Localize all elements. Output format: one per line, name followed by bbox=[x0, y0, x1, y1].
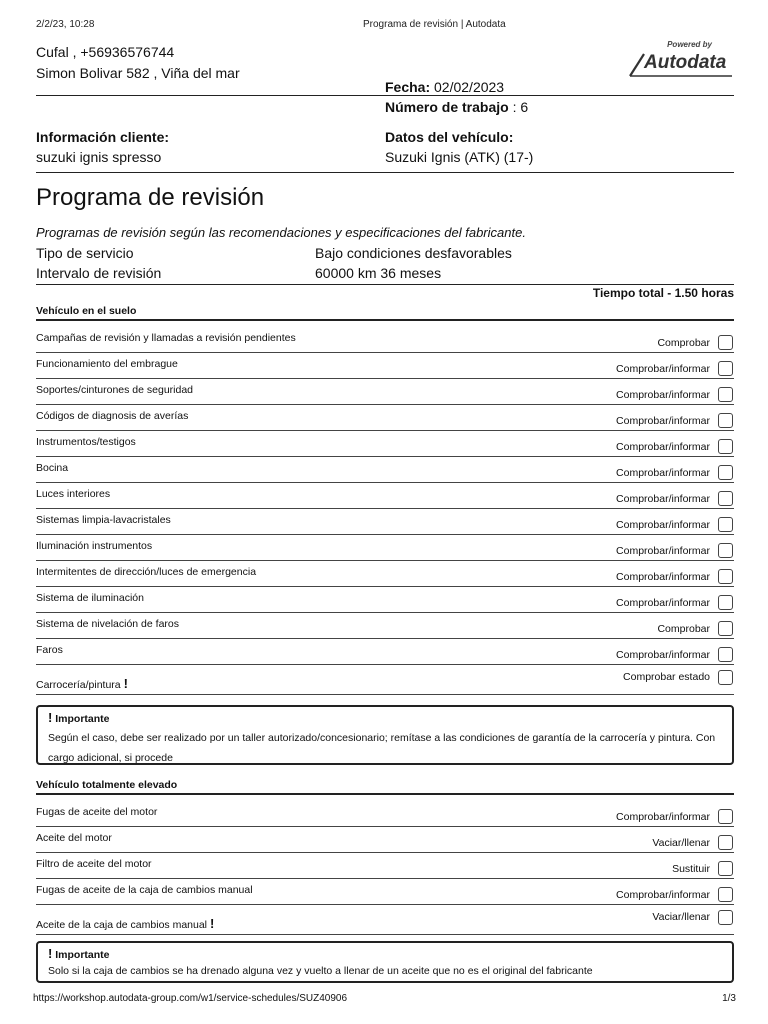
checklist-item-label: Bocina bbox=[36, 462, 69, 474]
warning-icon: ! bbox=[210, 916, 215, 931]
checklist-checkbox[interactable] bbox=[718, 809, 733, 824]
checklist-checkbox[interactable] bbox=[718, 543, 733, 558]
checklist-row bbox=[36, 853, 734, 879]
checklist-item-action: Comprobar/informar bbox=[616, 649, 710, 661]
checklist-item-action: Comprobar/informar bbox=[616, 889, 710, 901]
checklist-checkbox[interactable] bbox=[718, 910, 733, 925]
checklist-item-label: Iluminación instrumentos bbox=[36, 540, 153, 552]
page-title: Programa de revisión bbox=[36, 184, 265, 211]
vehicle-value: Suzuki Ignis (ATK) (17-) bbox=[385, 149, 534, 165]
checklist-item-label: Faros bbox=[36, 644, 63, 656]
shop-contact: Cufal , +56936576744 bbox=[36, 44, 175, 60]
checklist-row bbox=[36, 353, 734, 379]
shop-address: Simon Bolivar 582 , Viña del mar bbox=[36, 65, 240, 81]
job-date-value: 02/02/2023 bbox=[434, 79, 505, 95]
section-ground-list bbox=[36, 327, 734, 695]
interval-divider bbox=[36, 284, 734, 285]
checklist-row bbox=[36, 801, 734, 827]
checklist-item-label: Funcionamiento del embrague bbox=[36, 358, 178, 370]
service-type-value: Bajo condiciones desfavorables bbox=[315, 245, 512, 261]
checklist-item-action: Comprobar/informar bbox=[616, 571, 710, 583]
checklist-checkbox[interactable] bbox=[718, 335, 733, 350]
autodata-logo bbox=[628, 38, 734, 78]
checklist-item-label: Aceite del motor bbox=[36, 832, 112, 844]
checklist-row bbox=[36, 405, 734, 431]
checklist-row bbox=[36, 379, 734, 405]
checklist-item-label: Fugas de aceite de la caja de cambios manual bbox=[36, 884, 253, 896]
checklist-item-action: Sustituir bbox=[672, 863, 710, 875]
checklist-item-label: Aceite de la caja de cambios manual bbox=[36, 919, 208, 931]
checklist-checkbox[interactable] bbox=[718, 569, 733, 584]
checklist-row bbox=[36, 535, 734, 561]
checklist-row bbox=[36, 665, 734, 695]
checklist-item-label: Fugas de aceite del motor bbox=[36, 806, 158, 818]
checklist-item-name bbox=[36, 676, 128, 691]
note-gearbox-body: Solo si la caja de cambios se ha drenado alguna vez y vuelto a llenar de un aceite que no es el original del fabricante bbox=[48, 965, 593, 977]
print-page-number: 1/3 bbox=[722, 993, 736, 1004]
info-divider bbox=[36, 172, 734, 173]
note-gearbox-title: Importante bbox=[55, 949, 110, 961]
checklist-row bbox=[36, 905, 734, 935]
checklist-item-action: Comprobar/informar bbox=[616, 493, 710, 505]
job-number bbox=[385, 99, 528, 115]
checklist-row bbox=[36, 827, 734, 853]
checklist-row bbox=[36, 587, 734, 613]
warning-icon: ! bbox=[48, 946, 53, 961]
checklist-item-label: Luces interiores bbox=[36, 488, 111, 500]
checklist-item-name bbox=[36, 540, 152, 552]
checklist-item-action: Comprobar bbox=[657, 623, 710, 635]
checklist-checkbox[interactable] bbox=[718, 387, 733, 402]
checklist-item-label: Soportes/cinturones de seguridad bbox=[36, 384, 194, 396]
checklist-item-label: Instrumentos/testigos bbox=[36, 436, 136, 448]
job-date bbox=[385, 79, 504, 95]
checklist-item-name bbox=[36, 358, 178, 370]
checklist-item-action: Comprobar/informar bbox=[616, 363, 710, 375]
section-ground-rule bbox=[36, 319, 734, 321]
header-divider bbox=[36, 95, 734, 96]
checklist-item-label: Intermitentes de dirección/luces de emergencia bbox=[36, 566, 257, 578]
page-subtitle: Programas de revisión según las recomendaciones y especificaciones del fabricante. bbox=[36, 225, 526, 240]
checklist-checkbox[interactable] bbox=[718, 621, 733, 636]
warning-icon: ! bbox=[48, 710, 53, 725]
checklist-item-label: Sistema de iluminación bbox=[36, 592, 144, 604]
checklist-checkbox[interactable] bbox=[718, 670, 733, 685]
checklist-item-name bbox=[36, 332, 296, 344]
checklist-item-label: Filtro de aceite del motor bbox=[36, 858, 152, 870]
job-number-label: Número de trabajo bbox=[385, 99, 509, 115]
section-ground-title: Vehículo en el suelo bbox=[36, 305, 137, 317]
interval-value: 60000 km 36 meses bbox=[315, 265, 442, 281]
checklist-checkbox[interactable] bbox=[718, 413, 733, 428]
warning-icon: ! bbox=[123, 676, 128, 691]
interval-label: Intervalo de revisión bbox=[36, 265, 162, 281]
checklist-item-label: Sistema de nivelación de faros bbox=[36, 618, 179, 630]
checklist-row bbox=[36, 483, 734, 509]
checklist-checkbox[interactable] bbox=[718, 491, 733, 506]
checklist-row bbox=[36, 457, 734, 483]
checklist-item-action: Comprobar/informar bbox=[616, 441, 710, 453]
checklist-row bbox=[36, 431, 734, 457]
note-bodywork-header bbox=[48, 710, 722, 725]
checklist-item-name bbox=[36, 832, 112, 844]
checklist-item-name bbox=[36, 488, 110, 500]
checklist-item-name bbox=[36, 462, 68, 474]
checklist-item-action: Vaciar/llenar bbox=[652, 911, 710, 923]
checklist-item-action: Comprobar/informar bbox=[616, 811, 710, 823]
checklist-item-name bbox=[36, 916, 214, 931]
service-type-label: Tipo de servicio bbox=[36, 245, 134, 261]
checklist-item-name bbox=[36, 806, 157, 818]
total-time: Tiempo total - 1.50 horas bbox=[592, 286, 734, 300]
print-page-title: Programa de revisión | Autodata bbox=[363, 19, 506, 30]
job-date-label: Fecha: bbox=[385, 79, 431, 95]
vehicle-label: Datos del vehículo: bbox=[385, 129, 514, 145]
note-bodywork-title: Importante bbox=[55, 713, 110, 725]
checklist-item-action: Comprobar/informar bbox=[616, 467, 710, 479]
checklist-checkbox[interactable] bbox=[718, 861, 733, 876]
note-gearbox bbox=[36, 941, 734, 983]
checklist-item-name bbox=[36, 410, 188, 422]
powered-by-text: Powered by bbox=[667, 40, 712, 49]
checklist-item-name bbox=[36, 644, 63, 656]
checklist-item-action: Comprobar bbox=[657, 337, 710, 349]
section-raised-title: Vehículo totalmente elevado bbox=[36, 779, 178, 791]
print-url: https://workshop.autodata-group.com/w1/service-schedules/SUZ40906 bbox=[33, 993, 348, 1004]
checklist-item-name bbox=[36, 436, 136, 448]
checklist-item-action: Vaciar/llenar bbox=[652, 837, 710, 849]
print-datetime: 2/2/23, 10:28 bbox=[36, 19, 95, 30]
checklist-item-action: Comprobar/informar bbox=[616, 519, 710, 531]
checklist-row bbox=[36, 509, 734, 535]
checklist-item-name bbox=[36, 858, 152, 870]
checklist-row bbox=[36, 327, 734, 353]
checklist-item-name bbox=[36, 884, 253, 896]
checklist-item-label: Sistemas limpia-lavacristales bbox=[36, 514, 171, 526]
checklist-item-name bbox=[36, 514, 171, 526]
checklist-checkbox[interactable] bbox=[718, 465, 733, 480]
note-gearbox-header bbox=[48, 946, 722, 961]
checklist-checkbox[interactable] bbox=[718, 361, 733, 376]
checklist-item-action: Comprobar estado bbox=[623, 671, 710, 683]
note-bodywork-body: Según el caso, debe ser realizado por un taller autorizado/concesionario; remítase a las condiciones de garantía de la carrocería y pintura. Con cargo adicional, si procede bbox=[48, 732, 716, 764]
checklist-item-label: Carrocería/pintura bbox=[36, 679, 121, 691]
checklist-item-action: Comprobar/informar bbox=[616, 597, 710, 609]
checklist-row bbox=[36, 561, 734, 587]
job-number-value: : 6 bbox=[512, 99, 529, 115]
checklist-checkbox[interactable] bbox=[718, 647, 733, 662]
checklist-checkbox[interactable] bbox=[718, 517, 733, 532]
checklist-item-name bbox=[36, 592, 144, 604]
autodata-logo-text: Autodata bbox=[644, 52, 727, 73]
checklist-item-action: Comprobar/informar bbox=[616, 545, 710, 557]
checklist-row bbox=[36, 613, 734, 639]
checklist-item-name bbox=[36, 618, 179, 630]
checklist-row bbox=[36, 879, 734, 905]
checklist-item-name bbox=[36, 384, 193, 396]
client-value: suzuki ignis spresso bbox=[36, 149, 162, 165]
checklist-item-name bbox=[36, 566, 256, 578]
note-bodywork bbox=[36, 705, 734, 765]
checklist-item-action: Comprobar/informar bbox=[616, 415, 710, 427]
checklist-item-label: Campañas de revisión y llamadas a revisión pendientes bbox=[36, 332, 296, 344]
checklist-checkbox[interactable] bbox=[718, 439, 733, 454]
checklist-item-action: Comprobar/informar bbox=[616, 389, 710, 401]
checklist-item-label: Códigos de diagnosis de averías bbox=[36, 410, 189, 422]
checklist-row bbox=[36, 639, 734, 665]
client-label: Información cliente: bbox=[36, 129, 170, 145]
checklist-checkbox[interactable] bbox=[718, 887, 733, 902]
checklist-checkbox[interactable] bbox=[718, 835, 733, 850]
section-raised-list bbox=[36, 801, 734, 935]
section-raised-rule bbox=[36, 793, 734, 795]
checklist-checkbox[interactable] bbox=[718, 595, 733, 610]
